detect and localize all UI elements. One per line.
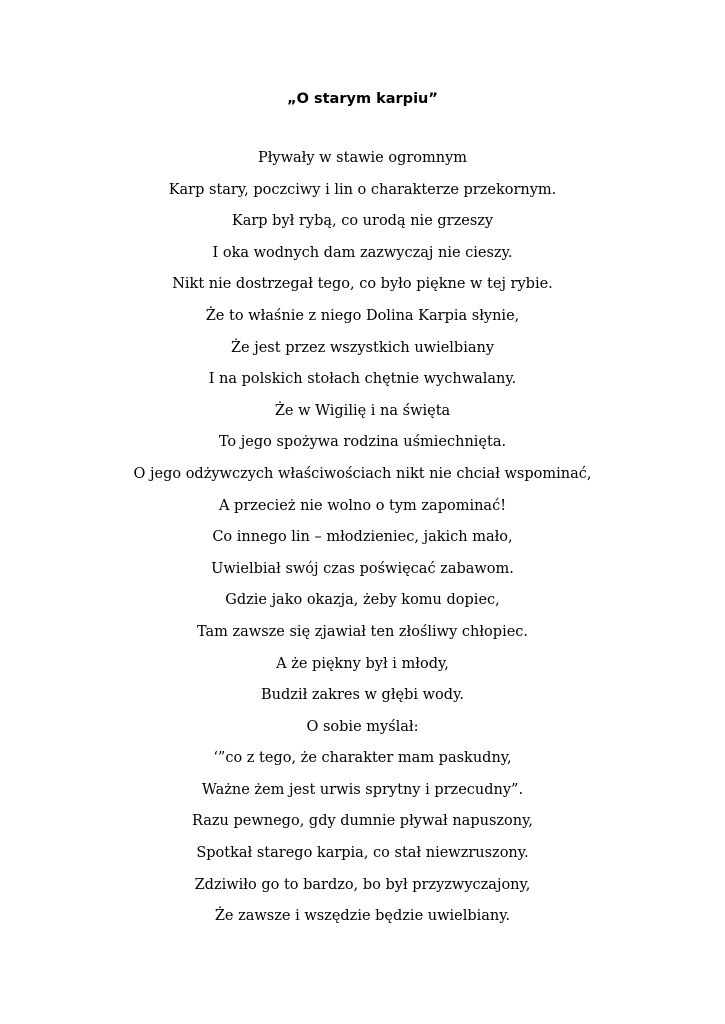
- poem-line: Że to właśnie z niego Dolina Karpia słynie,: [205, 307, 520, 324]
- poem-line: To jego spożywa rodzina uśmiechnięta.: [218, 434, 507, 451]
- poem-line: Uwielbiał swój czas poświęcać zabawom.: [211, 560, 514, 577]
- poem-line: O sobie myślał:: [306, 718, 419, 735]
- poem-line: Że zawsze i wszędzie będzie uwielbiany.: [214, 908, 511, 925]
- poem-line: A że piękny był i młody,: [276, 655, 449, 672]
- poem-line: I oka wodnych dam zazwyczaj nie cieszy.: [212, 244, 513, 261]
- poem-line: Karp był rybą, co urodą nie grzeszy: [231, 213, 494, 230]
- poem-line: Pływały w stawie ogromnym: [257, 150, 468, 166]
- poem-line: O jego odżywczych właściwościach nikt nie chciał wspominać,: [133, 465, 592, 482]
- poem-line: Budził zakres w głębi wody.: [261, 687, 464, 704]
- poem-line: A przecież nie wolno o tym zapominać!: [218, 497, 507, 514]
- poem-line: ‘”co z tego, że charakter mam paskudny,: [213, 750, 512, 767]
- poem-line: Że jest przez wszystkich uwielbiany: [230, 339, 495, 356]
- poem-line: Ważne żem jest urwis sprytny i przecudny”.: [201, 781, 524, 798]
- poem-line: Gdzie jako okazja, żeby komu dopiec,: [225, 592, 500, 609]
- poem-line: Co innego lin – młodzieniec, jakich mało,: [212, 529, 513, 546]
- poem-line: Zdziwiło go to bardzo, bo był przyzwyczajony,: [194, 876, 531, 893]
- poem-line: Karp stary, poczciwy i lin o charakterze przekornym.: [168, 181, 557, 198]
- poem-title: „O starym karpiu”: [287, 91, 438, 107]
- poem-line: I na polskich stołach chętnie wychwalany.: [208, 371, 517, 388]
- poem-line: Spotkał starego karpia, co stał niewzruszony.: [196, 845, 529, 862]
- poem-line: Tam zawsze się zjawiał ten złośliwy chłopiec.: [196, 623, 529, 640]
- poem-line: Że w Wigilię i na święta: [274, 402, 451, 419]
- poem-line: Razu pewnego, gdy dumnie pływał napuszony,: [192, 813, 533, 830]
- poem-body: [0, 148, 725, 938]
- poem-line: Nikt nie dostrzegał tego, co było piękne w tej rybie.: [172, 276, 553, 293]
